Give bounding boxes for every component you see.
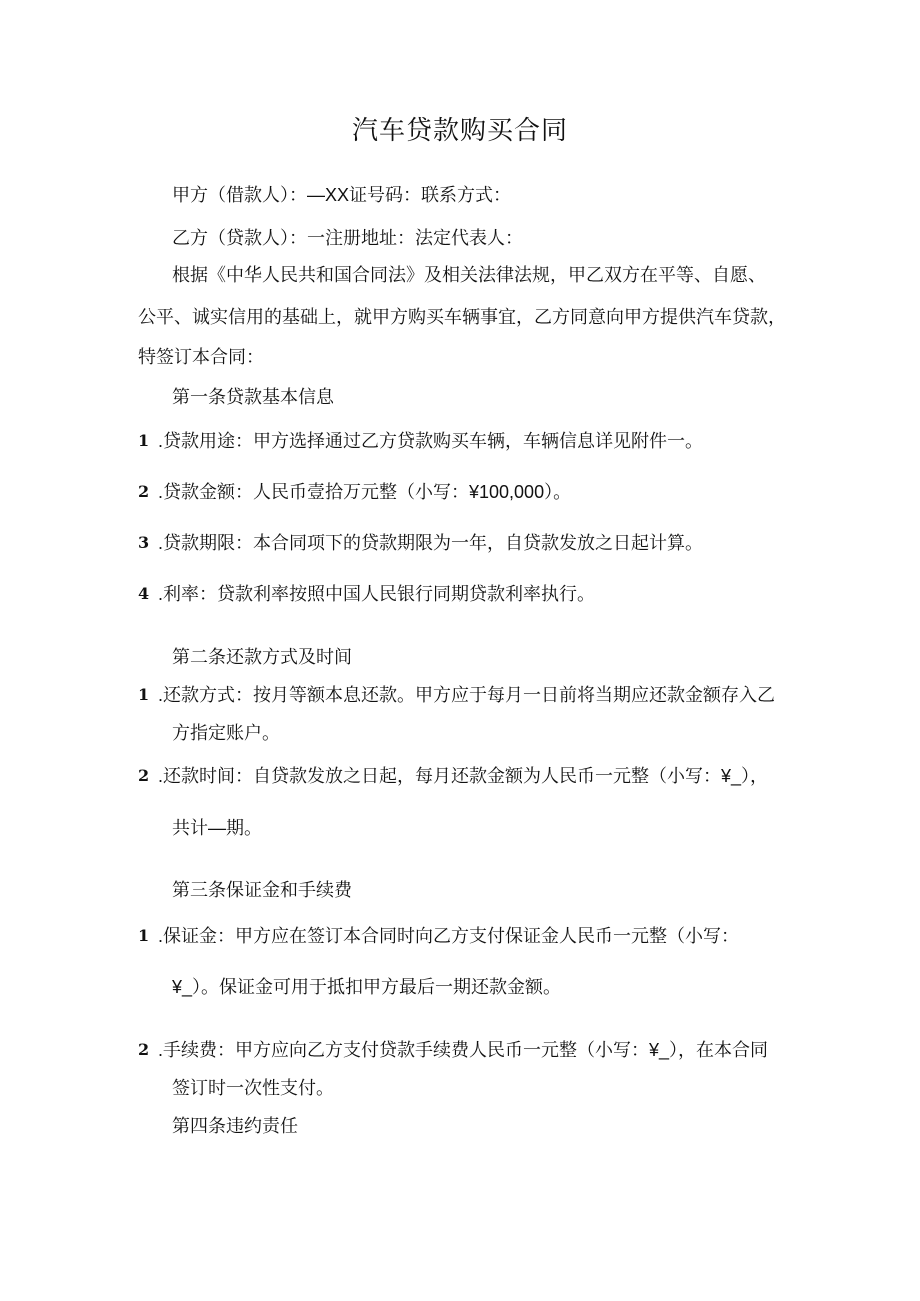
preamble-line: 公平、诚实信用的基础上，就甲方购买车辆事宜，乙方同意向甲方提供汽车贷款， <box>138 307 786 327</box>
item-text: .手续费：甲方应向乙方支付贷款手续费人民币一元整（小写：¥_），在本合同 <box>158 1040 769 1060</box>
item-number: 1 <box>138 685 150 704</box>
item-continuation: 方指定账户。 <box>172 723 280 743</box>
preamble-line: 特签订本合同： <box>138 347 264 367</box>
item-number: 4 <box>138 584 150 603</box>
item-text: .还款时间：自贷款发放之日起，每月还款金额为人民币一元整（小写：¥_）， <box>158 766 769 786</box>
preamble-line: 根据《中华人民共和国合同法》及相关法律法规，甲乙双方在平等、自愿、 <box>172 265 766 285</box>
item-text: .贷款金额：人民币壹拾万元整（小写：¥100,000）。 <box>158 482 572 502</box>
item-number: 1 <box>138 431 150 450</box>
item-number: 2 <box>138 1040 150 1059</box>
item-number: 2 <box>138 766 150 785</box>
item-continuation: ¥_）。保证金可用于抵扣甲方最后一期还款金额。 <box>172 977 562 997</box>
document-title: 汽车贷款购买合同 <box>351 115 568 145</box>
party-b-line: 乙方（贷款人）：一注册地址：法定代表人： <box>172 228 523 248</box>
article-heading: 第二条还款方式及时间 <box>172 647 352 667</box>
item-text: .贷款用途：甲方选择通过乙方贷款购买车辆，车辆信息详见附件一。 <box>158 431 703 451</box>
item-continuation: 共计—期。 <box>172 818 262 838</box>
item-number: 3 <box>138 533 150 552</box>
item-text: .利率：贷款利率按照中国人民银行同期贷款利率执行。 <box>158 584 595 604</box>
article-heading: 第一条贷款基本信息 <box>172 387 334 407</box>
item-continuation: 签订时一次性支付。 <box>172 1078 334 1098</box>
item-number: 1 <box>138 926 150 945</box>
item-text: .贷款期限：本合同项下的贷款期限为一年，自贷款发放之日起计算。 <box>158 533 703 553</box>
article-heading: 第三条保证金和手续费 <box>172 880 352 900</box>
item-text: .保证金：甲方应在签订本合同时向乙方支付保证金人民币一元整（小写： <box>158 926 739 946</box>
party-a-line: 甲方（借款人）：—XX证号码：联系方式： <box>172 185 512 205</box>
item-number: 2 <box>138 482 150 501</box>
article-heading: 第四条违约责任 <box>172 1116 298 1136</box>
item-text: .还款方式：按月等额本息还款。甲方应于每月一日前将当期应还款金额存入乙 <box>158 685 775 705</box>
